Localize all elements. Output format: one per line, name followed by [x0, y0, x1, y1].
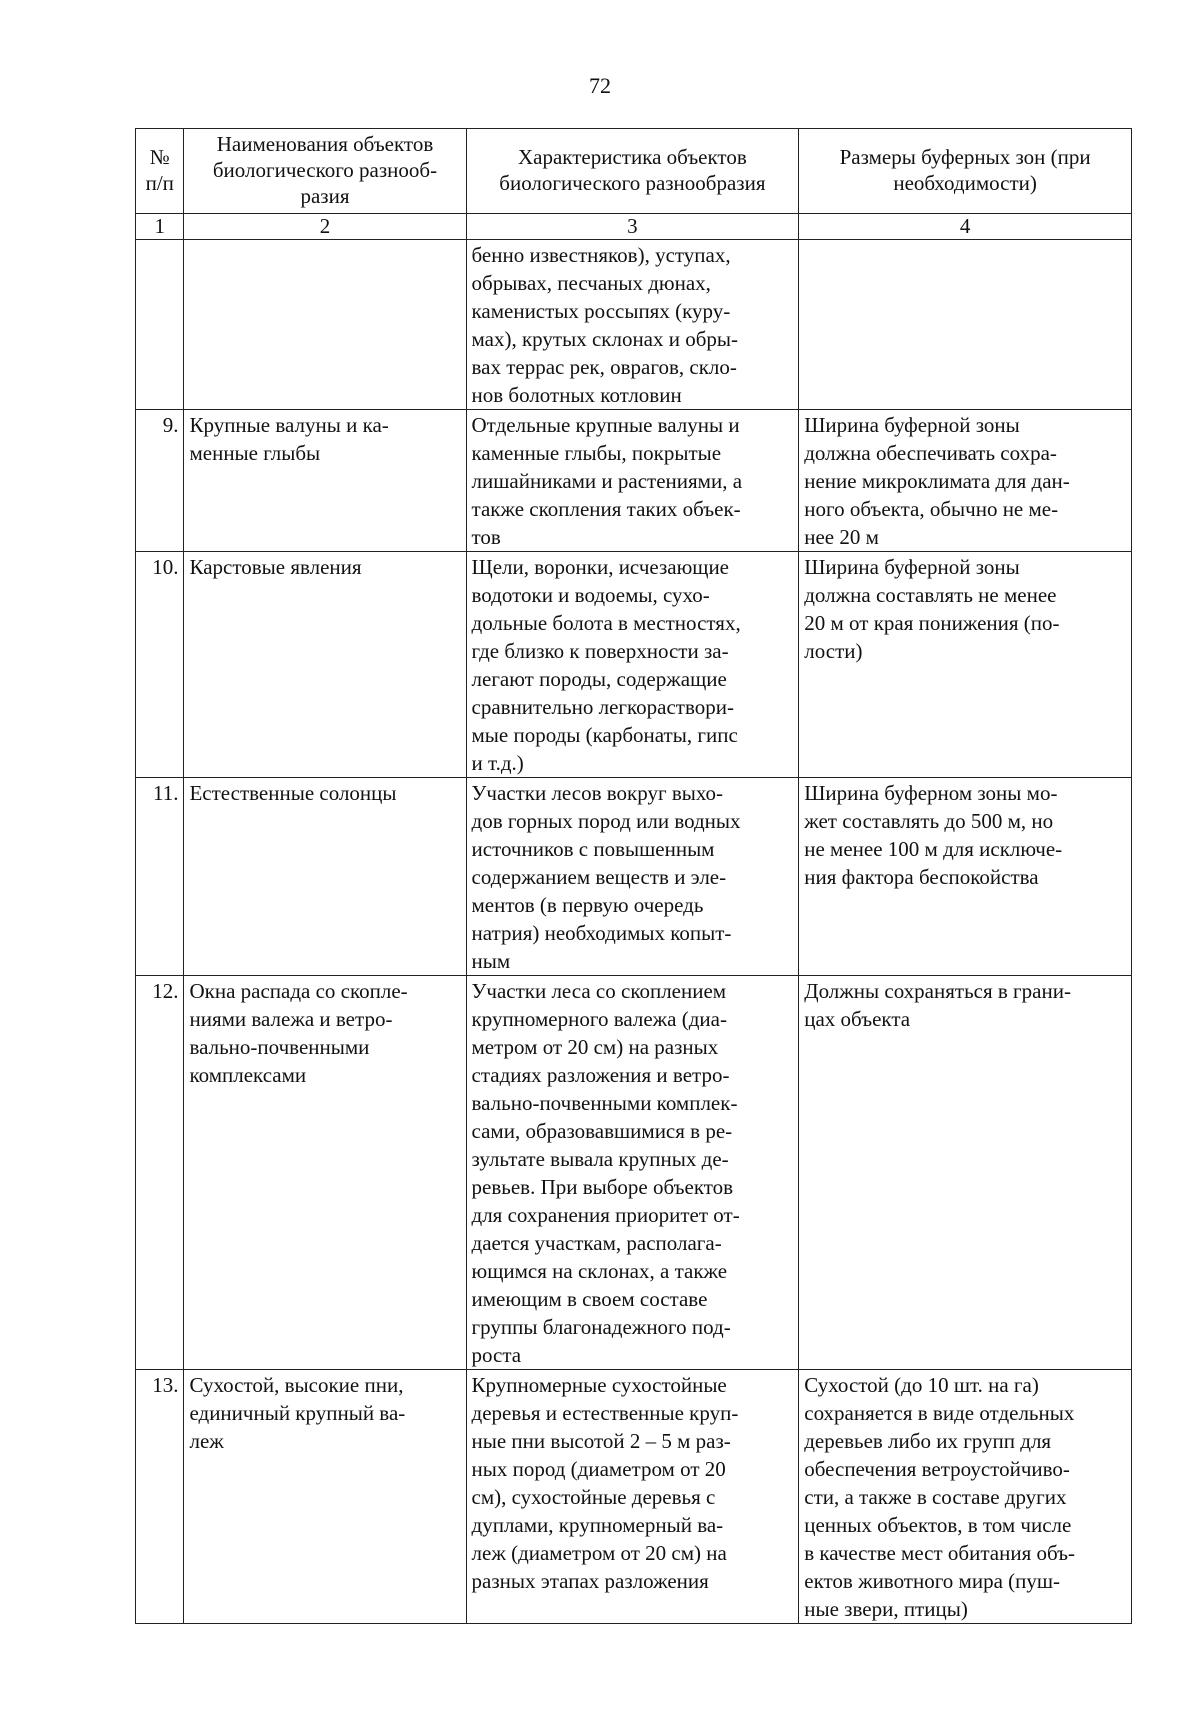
row-number: 12. [136, 976, 184, 1370]
page-number: 72 [589, 73, 611, 98]
row-number: 10. [136, 552, 184, 778]
table-header-row [136, 129, 1132, 214]
object-name [184, 240, 466, 410]
table-row [136, 552, 1132, 778]
buffer-zone-size: Ширина буферной зоны должна составлять не менее 20 м от края понижения (по- лости) [799, 552, 1132, 778]
row-number: 9. [136, 410, 184, 552]
object-characteristic: Участки леса со скоплением крупномерного валежа (диа- метром от 20 см) на разных стадиях разложения и ветро- вально-почвенными комплек- сами, образовавшимися в ре- зультате вывала крупных де- ревьев. При выборе объектов для сохранения приоритет от- дается участкам, располага- ющимся на склонах, а также имеющим в своем составе группы благонадежного под- роста [466, 976, 799, 1370]
table-row [136, 976, 1132, 1370]
column-number: 4 [799, 214, 1132, 240]
object-name: Крупные валуны и ка- менные глыбы [184, 410, 466, 552]
object-characteristic: Участки лесов вокруг выхо- дов горных пород или водных источников с повышенным содержанием веществ и эле- ментов (в первую очередь натрия) необходимых копыт- ным [466, 778, 799, 976]
row-number [136, 240, 184, 410]
object-name: Сухостой, высокие пни, единичный крупный ва- леж [184, 1370, 466, 1624]
table-row [136, 240, 1132, 410]
object-characteristic: Крупномерные сухостойные деревья и естественные круп- ные пни высотой 2 – 5 м раз- ных пород (диаметром от 20 см), сухостойные деревья с дуплами, крупномерный ва- леж (диаметром от 20 см) на разных этапах разложения [466, 1370, 799, 1624]
header-object-name: Наименования объектов биологического разнооб- разия [184, 129, 466, 214]
header-characteristic: Характеристика объектов биологического разнообразия [466, 129, 799, 214]
object-name: Окна распада со скопле- ниями валежа и ветро- вально-почвенными комплексами [184, 976, 466, 1370]
table-row [136, 410, 1132, 552]
object-name: Естественные солонцы [184, 778, 466, 976]
column-number: 1 [136, 214, 184, 240]
column-number: 3 [466, 214, 799, 240]
buffer-zone-size: Сухостой (до 10 шт. на га) сохраняется в виде отдельных деревьев либо их групп для обеспечения ветроустойчиво- сти, а также в составе других ценных объектов, в том числе в качестве мест обитания объ- ектов животного мира (пуш- ные звери, птицы) [799, 1370, 1132, 1624]
object-characteristic: Щели, воронки, исчезающие водотоки и водоемы, сухо- дольные болота в местностях, где близко к поверхности за- легают породы, содержащие сравнительно легкораствори- мые породы (карбонаты, гипс и т.д.) [466, 552, 799, 778]
table-row [136, 778, 1132, 976]
buffer-zone-size [799, 240, 1132, 410]
object-characteristic: бенно известняков), уступах, обрывах, песчаных дюнах, каменистых россыпях (куру- мах), крутых склонах и обры- вах террас рек, оврагов, скло- нов болотных котловин [466, 240, 799, 410]
object-name: Карстовые явления [184, 552, 466, 778]
row-number: 13. [136, 1370, 184, 1624]
buffer-zone-size: Должны сохраняться в грани- цах объекта [799, 976, 1132, 1370]
buffer-zone-size: Ширина буферной зоны должна обеспечивать сохра- нение микроклимата для дан- ного объекта, обычно не ме- нее 20 м [799, 410, 1132, 552]
object-characteristic: Отдельные крупные валуны и каменные глыбы, покрытые лишайниками и растениями, а также скопления таких объек- тов [466, 410, 799, 552]
header-buffer-zone: Размеры буферных зон (при необходимости) [799, 129, 1132, 214]
buffer-zone-size: Ширина буферном зоны мо- жет составлять до 500 м, но не менее 100 м для исключе- ния фактора беспокойства [799, 778, 1132, 976]
row-number: 11. [136, 778, 184, 976]
biodiversity-objects-table [135, 128, 1132, 1624]
column-number: 2 [184, 214, 466, 240]
column-number-row [136, 214, 1132, 240]
header-number: № п/п [136, 129, 184, 214]
table-row [136, 1370, 1132, 1624]
